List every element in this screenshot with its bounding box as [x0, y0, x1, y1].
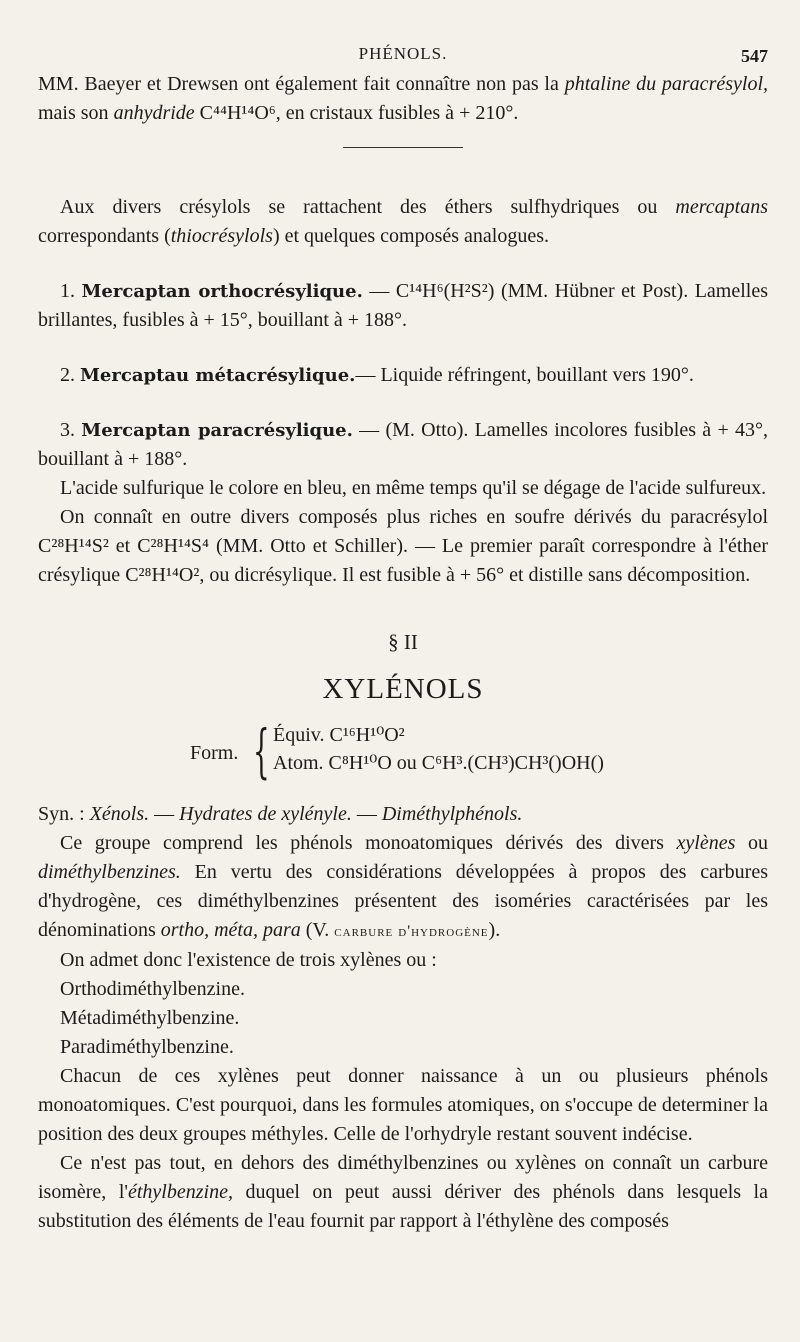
item-2-number: 2.: [60, 364, 75, 386]
groupe-text-c: ou: [735, 832, 768, 854]
page-header: [38, 0, 768, 70]
intro-text: MM. Baeyer et Drewsen ont également fait connaître non pas la: [38, 73, 565, 95]
groupe-text-a: Ce groupe comprend les phénols monoatomiques dérivés des divers: [60, 832, 677, 854]
intro-mid: mais son: [38, 102, 114, 124]
syn-dimethylphenols: Diméthylphénols.: [381, 803, 523, 825]
ortho-meta-para-term: ortho, méta, para: [160, 919, 301, 941]
syn-label: Syn. :: [38, 803, 90, 825]
aux-text-e: ) et quelques composés analogues.: [272, 225, 549, 247]
aux-paragraph: [38, 193, 768, 251]
groupe-text-i: ).: [488, 919, 501, 941]
syn-sep-2: —: [351, 803, 382, 825]
item-1-formula: — C¹⁴H⁶(H²S²): [362, 280, 495, 302]
groupe-text-g: (V.: [300, 919, 335, 941]
formula-label: Form.: [190, 742, 239, 764]
aux-text-a: Aux divers crésylols se rattachent des éthers sulfhydriques ou: [60, 196, 676, 218]
anhydride-term: anhydride: [113, 102, 195, 124]
brace-icon: {: [253, 717, 270, 785]
synonyms: [38, 800, 768, 829]
running-title: PHÉNOLS.: [358, 44, 448, 63]
carbure-reference: carbure d'hydrogène: [334, 923, 489, 940]
dimethylbenzines-term: diméthylbenzines.: [38, 861, 181, 883]
cenest-paragraph: [38, 1149, 768, 1236]
item-1-number: 1.: [60, 280, 75, 302]
section-divider: [343, 147, 463, 148]
xylenes-term: xylènes: [676, 832, 736, 854]
mercaptans-term: mercaptans: [675, 196, 768, 218]
section-number: § II: [388, 630, 418, 654]
cenest-text-a: Ce n'est pas tout, en dehors des diméthylbenzines ou xylènes on connaît un carbure isomère, l': [38, 1152, 768, 1203]
item-3-text: — (M. Otto). Lamelles incolores fusibles à + 43°, bouillant à + 188°.: [38, 419, 768, 470]
phtaline-term: phtaline du paracrésylol,: [564, 73, 768, 95]
formula-atom: Atom. C⁸H¹⁰O ou C⁶H³.(CH³)CH³()OH(): [273, 752, 604, 774]
item-1: [38, 277, 768, 335]
item-1-text: (MM. Hübner et Post). Lamelles brillantes, fusibles à + 15°, bouillant à + 188°.: [38, 280, 768, 331]
item-3-name: Mercaptan paracrésylique.: [81, 420, 353, 441]
admet-paragraph: On admet donc l'existence de trois xylènes ou :: [60, 949, 437, 971]
intro-formula: C⁴⁴H¹⁴O⁶: [199, 102, 276, 124]
item-2: [38, 361, 768, 390]
aux-text-c: correspondants (: [38, 225, 171, 247]
page-number: 547: [741, 46, 768, 66]
syn-xenols: Xénols.: [89, 803, 150, 825]
formula-equiv: Équiv. C¹⁶H¹⁰O²: [273, 724, 405, 746]
thiocresylols-term: thiocrésylols: [170, 225, 273, 247]
chacun-paragraph: Chacun de ces xylènes peut donner naissance à un ou plusieurs phénols monoatomiques. C'est pourquoi, dans les formules atomiques, on s'occupe de determiner la position des deux groupes méthyles. Celle de l'orhydryle restant souvent indécise.: [38, 1065, 768, 1145]
section-title: XYLÉNOLS: [322, 673, 484, 705]
syn-hydrates: Hydrates de xylényle.: [179, 803, 352, 825]
item-2-name: Mercaptau métacrésylique.: [80, 365, 356, 386]
syn-sep-1: —: [149, 803, 180, 825]
xylene-para: Paradiméthylbenzine.: [60, 1036, 234, 1058]
groupe-text-e: En vertu des considérations développées à propos des carbures d'hydrogène, ces diméthylbenzines présentent des isoméries caractérisées par les dénominations: [38, 861, 768, 941]
item-2-text: — Liquide réfringent, bouillant vers 190°.: [355, 364, 694, 386]
cenest-text-c: duquel on peut aussi dériver des phénols dans lesquels la substitution des éléments de l'eau fournit par rapport à l'éthylène des composés: [38, 1181, 768, 1232]
connait-paragraph: On connaît en outre divers composés plus riches en soufre dérivés du paracrésylol C²⁸H¹⁴S² et C²⁸H¹⁴S⁴ (MM. Otto et Schiller). — Le premier paraît correspondre à l'éther crésylique C²⁸H¹⁴O², ou dicrésylique. Il est fusible à + 56° et distille sans décomposition.: [38, 506, 768, 586]
ethylbenzine-term: éthylbenzine,: [127, 1181, 233, 1203]
item-3-number: 3.: [60, 419, 75, 441]
document-page: [38, 0, 768, 1236]
acide-paragraph: L'acide sulfurique le colore en bleu, en même temps qu'il se dégage de l'acide sulfureux.: [60, 477, 767, 499]
xylene-ortho: Orthodiméthylbenzine.: [60, 978, 245, 1000]
intro-paragraph: [38, 70, 768, 128]
groupe-paragraph: [38, 829, 768, 946]
item-1-name: Mercaptan orthocrésylique.: [81, 281, 363, 302]
formula-block: [38, 718, 768, 788]
intro-tail: , en cristaux fusibles à + 210°.: [275, 102, 519, 124]
item-3: [38, 416, 768, 474]
xylene-meta: Métadiméthylbenzine.: [60, 1007, 240, 1029]
